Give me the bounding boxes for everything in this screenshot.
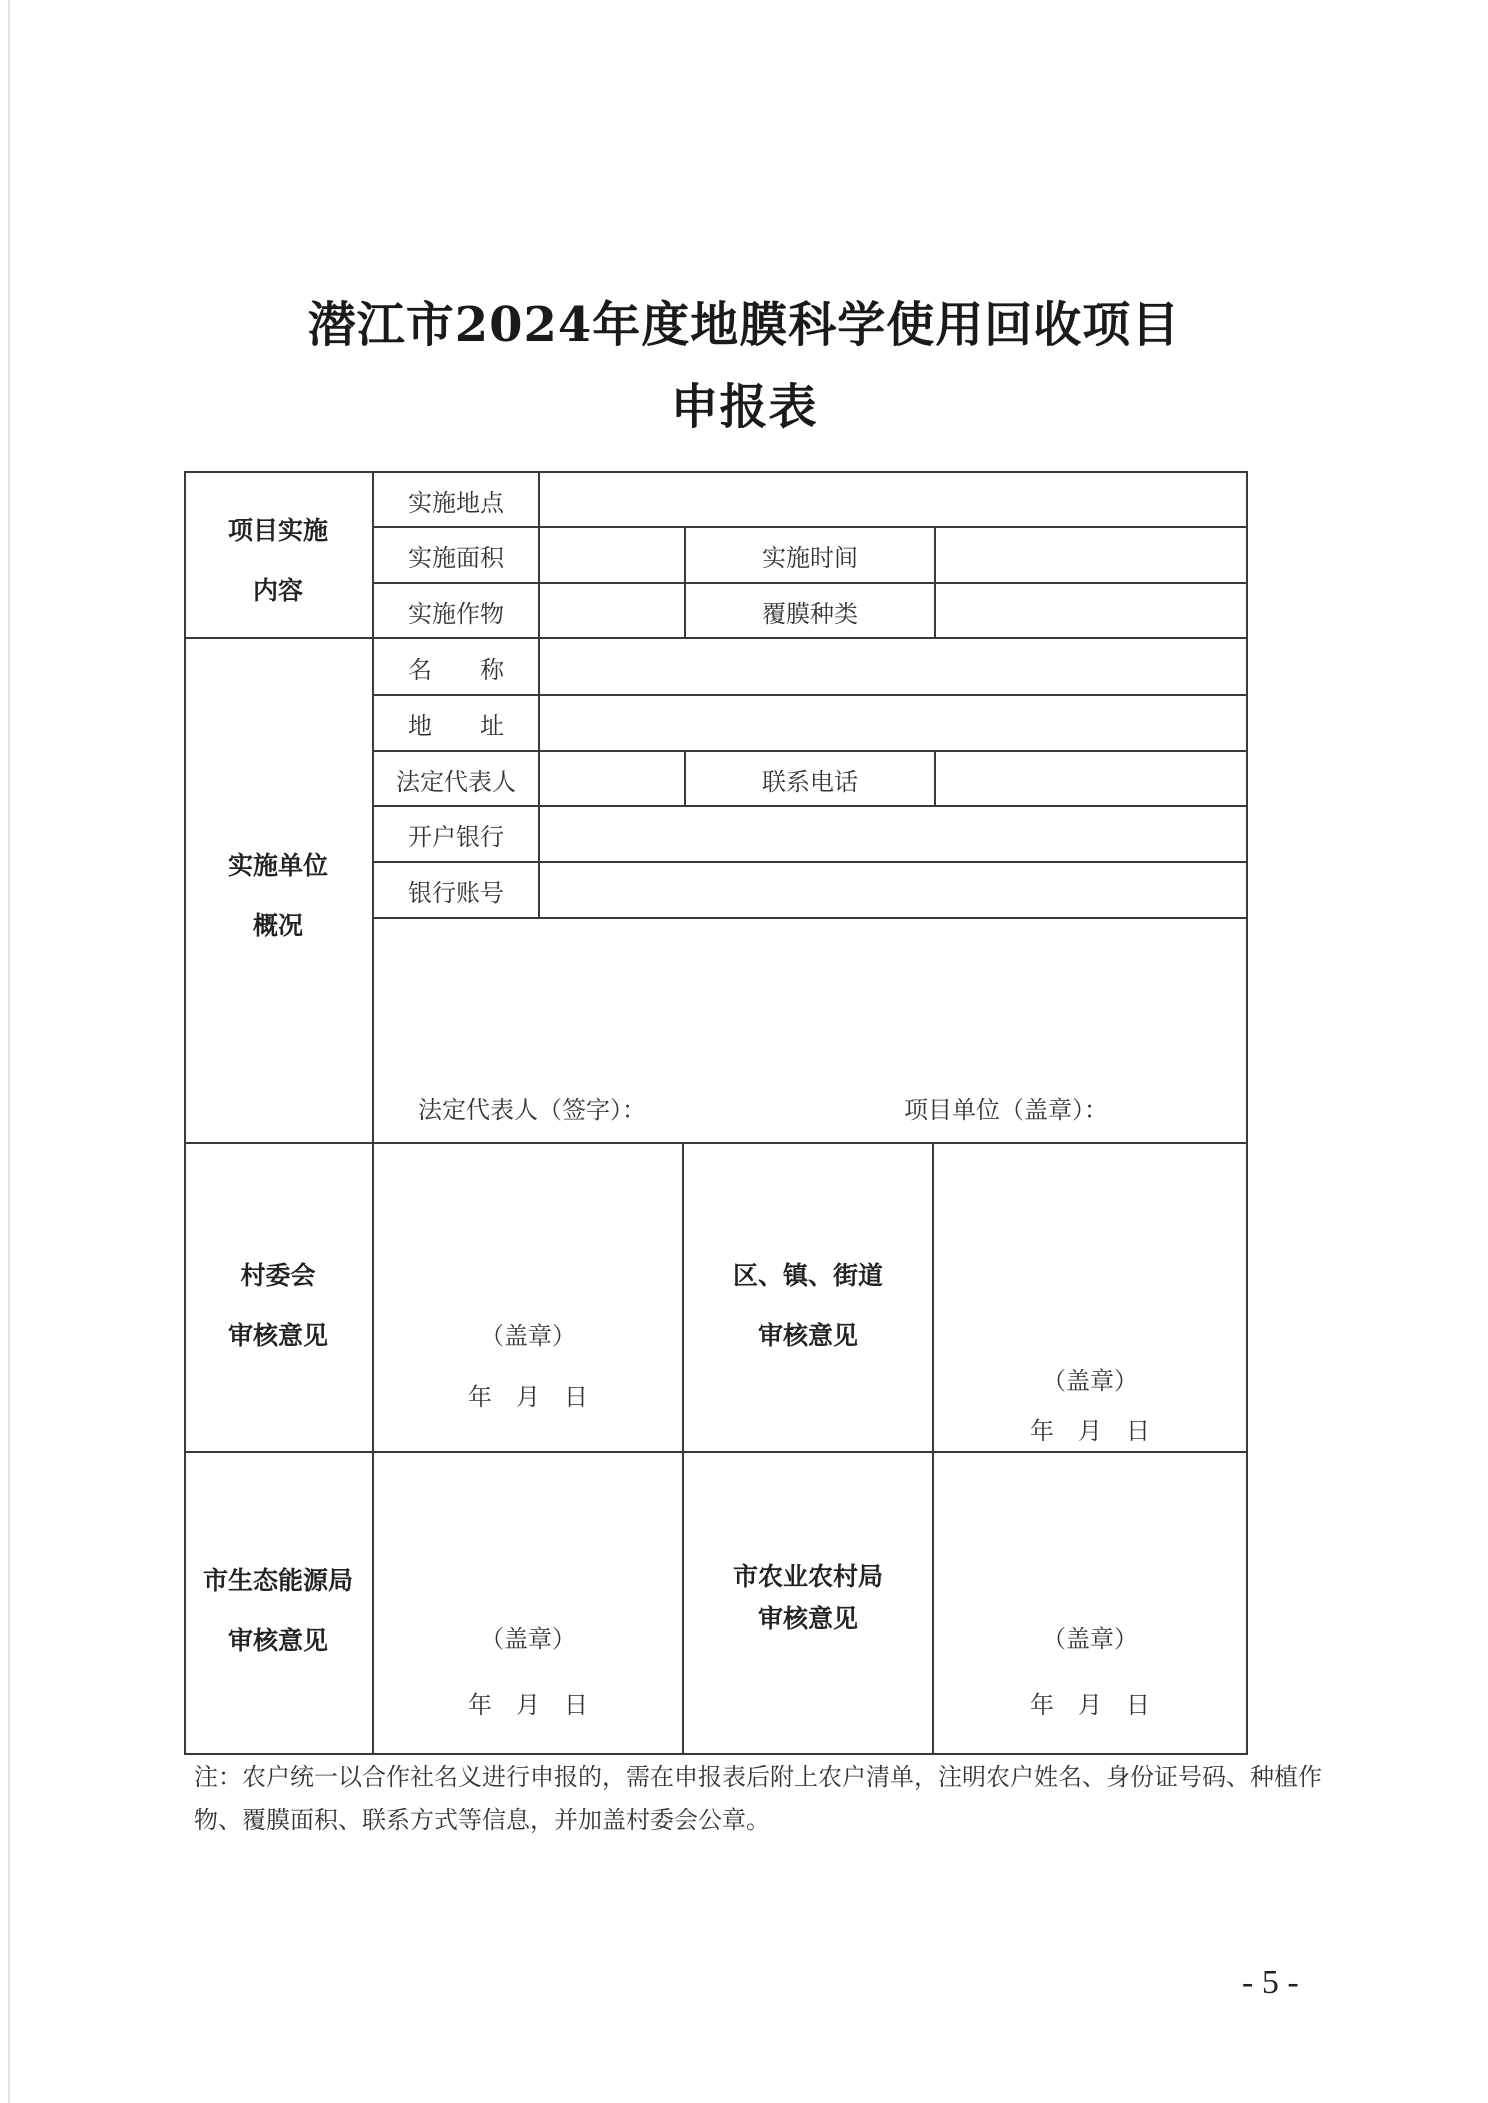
label-film-type: 覆膜种类 (762, 600, 858, 628)
application-form-table (184, 471, 1248, 1755)
label-phone: 联系电话 (762, 768, 858, 796)
label-bank: 开户银行 (408, 823, 504, 851)
section-unit: 实施单位 概况 (227, 851, 328, 940)
town-date: 年 月 日 (1030, 1417, 1150, 1445)
section-village-review: 村委会 审核意见 (227, 1261, 328, 1350)
label-account: 银行账号 (408, 879, 504, 907)
label-time: 实施时间 (762, 544, 858, 572)
form-title: 潜江市2024年度地膜科学使用回收项目 (307, 297, 1181, 353)
village-seal: （盖章） (480, 1322, 576, 1350)
legal-signature-label: 法定代表人（签字）： (418, 1096, 646, 1124)
section-agri-review: 市农业农村局 审核意见 (732, 1562, 883, 1633)
agri-seal: （盖章） (1042, 1625, 1138, 1653)
town-seal: （盖章） (1042, 1367, 1138, 1395)
label-location: 实施地点 (408, 489, 504, 517)
unit-seal-label: 项目单位（盖章）： (904, 1096, 1108, 1124)
agri-date: 年 月 日 (1030, 1691, 1150, 1719)
village-date: 年 月 日 (468, 1383, 588, 1411)
section-project: 项目实施 内容 (227, 516, 328, 605)
section-town-review: 区、镇、街道 审核意见 (732, 1261, 883, 1350)
label-crop: 实施作物 (408, 600, 504, 628)
section-eco-review: 市生态能源局 审核意见 (202, 1566, 353, 1655)
label-legal-rep: 法定代表人 (396, 768, 516, 796)
footnote: 注：农户统一以合作社名义进行申报的，需在申报表后附上农户清单，注明农户姓名、身份证号码、种植作物、覆膜面积、联系方式等信息，并加盖村委会公章。 (194, 1763, 1322, 1834)
eco-date: 年 月 日 (468, 1691, 588, 1719)
label-area: 实施面积 (408, 544, 504, 572)
label-name: 名 称 (408, 656, 504, 684)
label-address: 地 址 (408, 712, 504, 740)
eco-seal: （盖章） (480, 1625, 576, 1653)
page-number: - 5 - (1242, 1964, 1299, 2001)
form-subtitle: 申报表 (670, 379, 818, 435)
